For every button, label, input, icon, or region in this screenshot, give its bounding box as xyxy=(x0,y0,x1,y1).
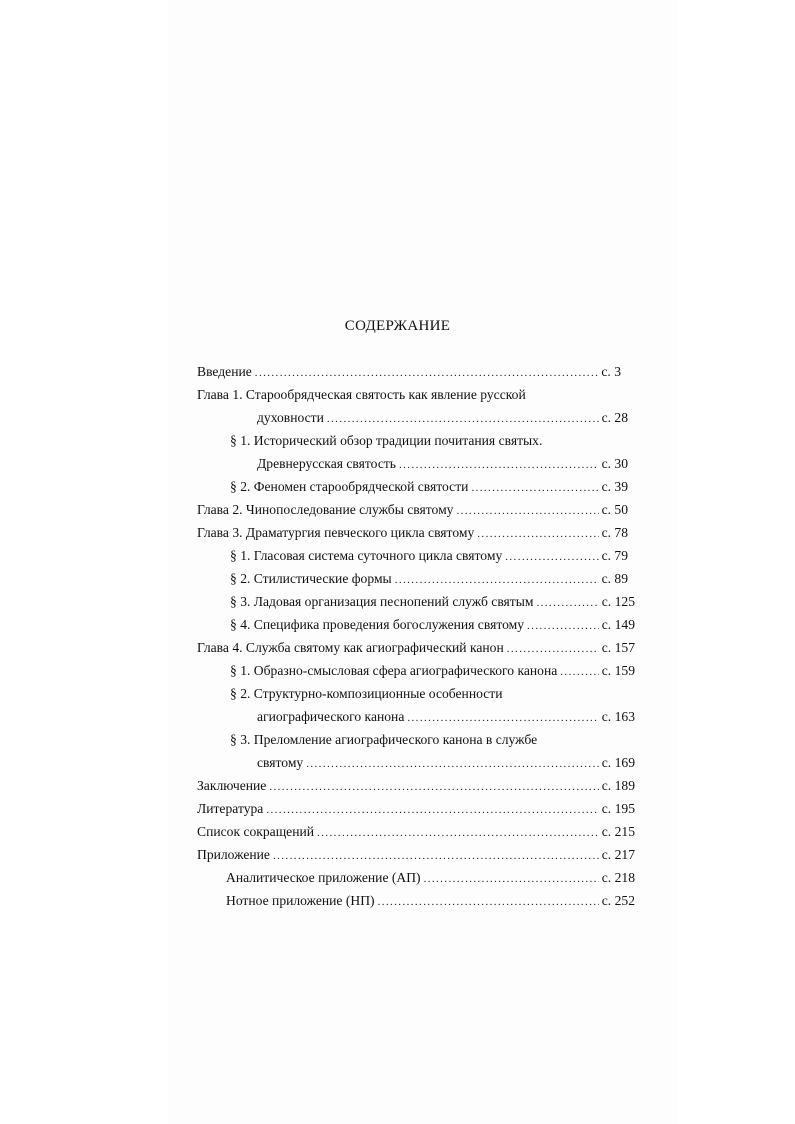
toc-entry-label: Древнерусская святость xyxy=(257,456,396,471)
toc-entry-label: Литература xyxy=(197,801,264,816)
toc-entry-page: с. 50 xyxy=(601,502,628,517)
toc-entry-label: Заключение xyxy=(197,778,267,793)
toc-entry[interactable] xyxy=(257,753,635,773)
toc-entry-label: Глава 2. Чинопоследование службы святому xyxy=(197,502,454,517)
page-title: СОДЕРЖАНИЕ xyxy=(344,318,451,334)
toc-entry-page: с. 252 xyxy=(601,893,635,908)
dot-leader xyxy=(273,846,599,866)
toc-entry-page: с. 149 xyxy=(601,617,635,632)
toc-entry-label: § 3. Преломление агиографического канона в службе xyxy=(230,732,538,747)
toc-entry-label: § 1. Гласовая система суточного цикла святому xyxy=(230,548,503,563)
toc-entry-label: Глава 1. Старообрядческая святость как явление русской xyxy=(197,387,526,402)
toc-entry[interactable] xyxy=(230,569,628,589)
toc-entry[interactable] xyxy=(257,454,628,474)
dot-leader xyxy=(527,616,599,636)
toc-entry-page: с. 3 xyxy=(601,364,621,379)
toc-entry-page: с. 189 xyxy=(601,778,635,793)
dot-leader xyxy=(505,547,598,567)
toc-entry-label: § 1. Исторический обзор традиции почитания святых. xyxy=(230,433,543,448)
toc-entry[interactable] xyxy=(197,822,635,842)
toc-entry[interactable] xyxy=(197,776,635,796)
toc-entry[interactable] xyxy=(230,615,635,635)
toc-entry[interactable] xyxy=(197,845,635,865)
toc-entry-label: § 1. Образно-смысловая сфера агиографического канона xyxy=(230,663,558,678)
toc-entry-page: с. 217 xyxy=(601,847,635,862)
toc-entry-label: § 3. Ладовая организация песнопений служб святым xyxy=(230,594,534,609)
toc-entry-page: с. 169 xyxy=(601,755,635,770)
toc-entry[interactable] xyxy=(226,868,635,888)
toc-entry[interactable] xyxy=(230,431,542,451)
toc-entry-label: Приложение xyxy=(197,847,270,862)
dot-leader xyxy=(560,662,599,682)
toc-entry[interactable] xyxy=(230,477,628,497)
dot-leader xyxy=(407,708,598,728)
toc-entry-page: с. 39 xyxy=(601,479,628,494)
toc-entry-label: Список сокращений xyxy=(197,824,315,839)
toc-entry-page: с. 163 xyxy=(601,709,635,724)
dot-leader xyxy=(269,777,598,797)
dot-leader xyxy=(477,524,598,544)
toc-entry[interactable] xyxy=(197,385,526,405)
toc-entry-page: с. 28 xyxy=(601,410,628,425)
toc-entry-page: с. 195 xyxy=(601,801,635,816)
toc-entry[interactable] xyxy=(197,523,628,543)
toc-entry-page: с. 89 xyxy=(601,571,628,586)
toc-entry[interactable] xyxy=(230,592,635,612)
dot-leader xyxy=(424,869,599,889)
toc-entry[interactable] xyxy=(230,684,502,704)
toc-entry-label: святому xyxy=(257,755,304,770)
toc-entry[interactable] xyxy=(257,408,628,428)
dot-leader xyxy=(395,570,599,590)
toc-entry[interactable] xyxy=(226,891,635,911)
toc-entry-label: Введение xyxy=(197,364,252,379)
toc-entry-label: Нотное приложение (НП) xyxy=(226,893,375,908)
toc-entry-page: с. 218 xyxy=(601,870,635,885)
dot-leader xyxy=(255,363,599,383)
dot-leader xyxy=(399,455,599,475)
toc-entry-label: агиографического канона xyxy=(257,709,405,724)
toc-entry-label: Глава 3. Драматургия певческого цикла святому xyxy=(197,525,475,540)
toc-entry-label: Аналитическое приложение (АП) xyxy=(226,870,421,885)
toc-entry-label: духовности xyxy=(257,410,324,425)
toc-entry[interactable] xyxy=(197,362,621,382)
dot-leader xyxy=(306,754,599,774)
toc-entry-page: с. 30 xyxy=(601,456,628,471)
toc-entry[interactable] xyxy=(197,638,635,658)
toc-entry-page: с. 78 xyxy=(601,525,628,540)
toc-entry[interactable] xyxy=(257,707,635,727)
toc-entry-page: с. 125 xyxy=(601,594,635,609)
toc-entry[interactable] xyxy=(230,546,628,566)
toc-entry-page: с. 215 xyxy=(601,824,635,839)
dot-leader xyxy=(507,639,599,659)
dot-leader xyxy=(471,478,598,498)
toc-entry[interactable] xyxy=(197,799,635,819)
toc-entry-label: § 2. Структурно-композиционные особенности xyxy=(230,686,503,701)
dot-leader xyxy=(266,800,598,820)
toc-entry-page: с. 159 xyxy=(601,663,635,678)
dot-leader xyxy=(327,409,599,429)
toc-entry-label: Глава 4. Служба святому как агиографический канон xyxy=(197,640,504,655)
dot-leader xyxy=(317,823,599,843)
dot-leader xyxy=(536,593,598,613)
toc-entry[interactable] xyxy=(230,730,537,750)
dot-leader xyxy=(378,892,599,912)
toc-entry-page: с. 157 xyxy=(601,640,635,655)
toc-entry[interactable] xyxy=(197,500,628,520)
toc-entry[interactable] xyxy=(230,661,635,681)
toc-entry-page: с. 79 xyxy=(601,548,628,563)
toc-entry-label: § 4. Специфика проведения богослужения святому xyxy=(230,617,525,632)
dot-leader xyxy=(456,501,598,521)
toc-entry-label: § 2. Феномен старообрядческой святости xyxy=(230,479,469,494)
toc-entry-label: § 2. Стилистические формы xyxy=(230,571,392,586)
